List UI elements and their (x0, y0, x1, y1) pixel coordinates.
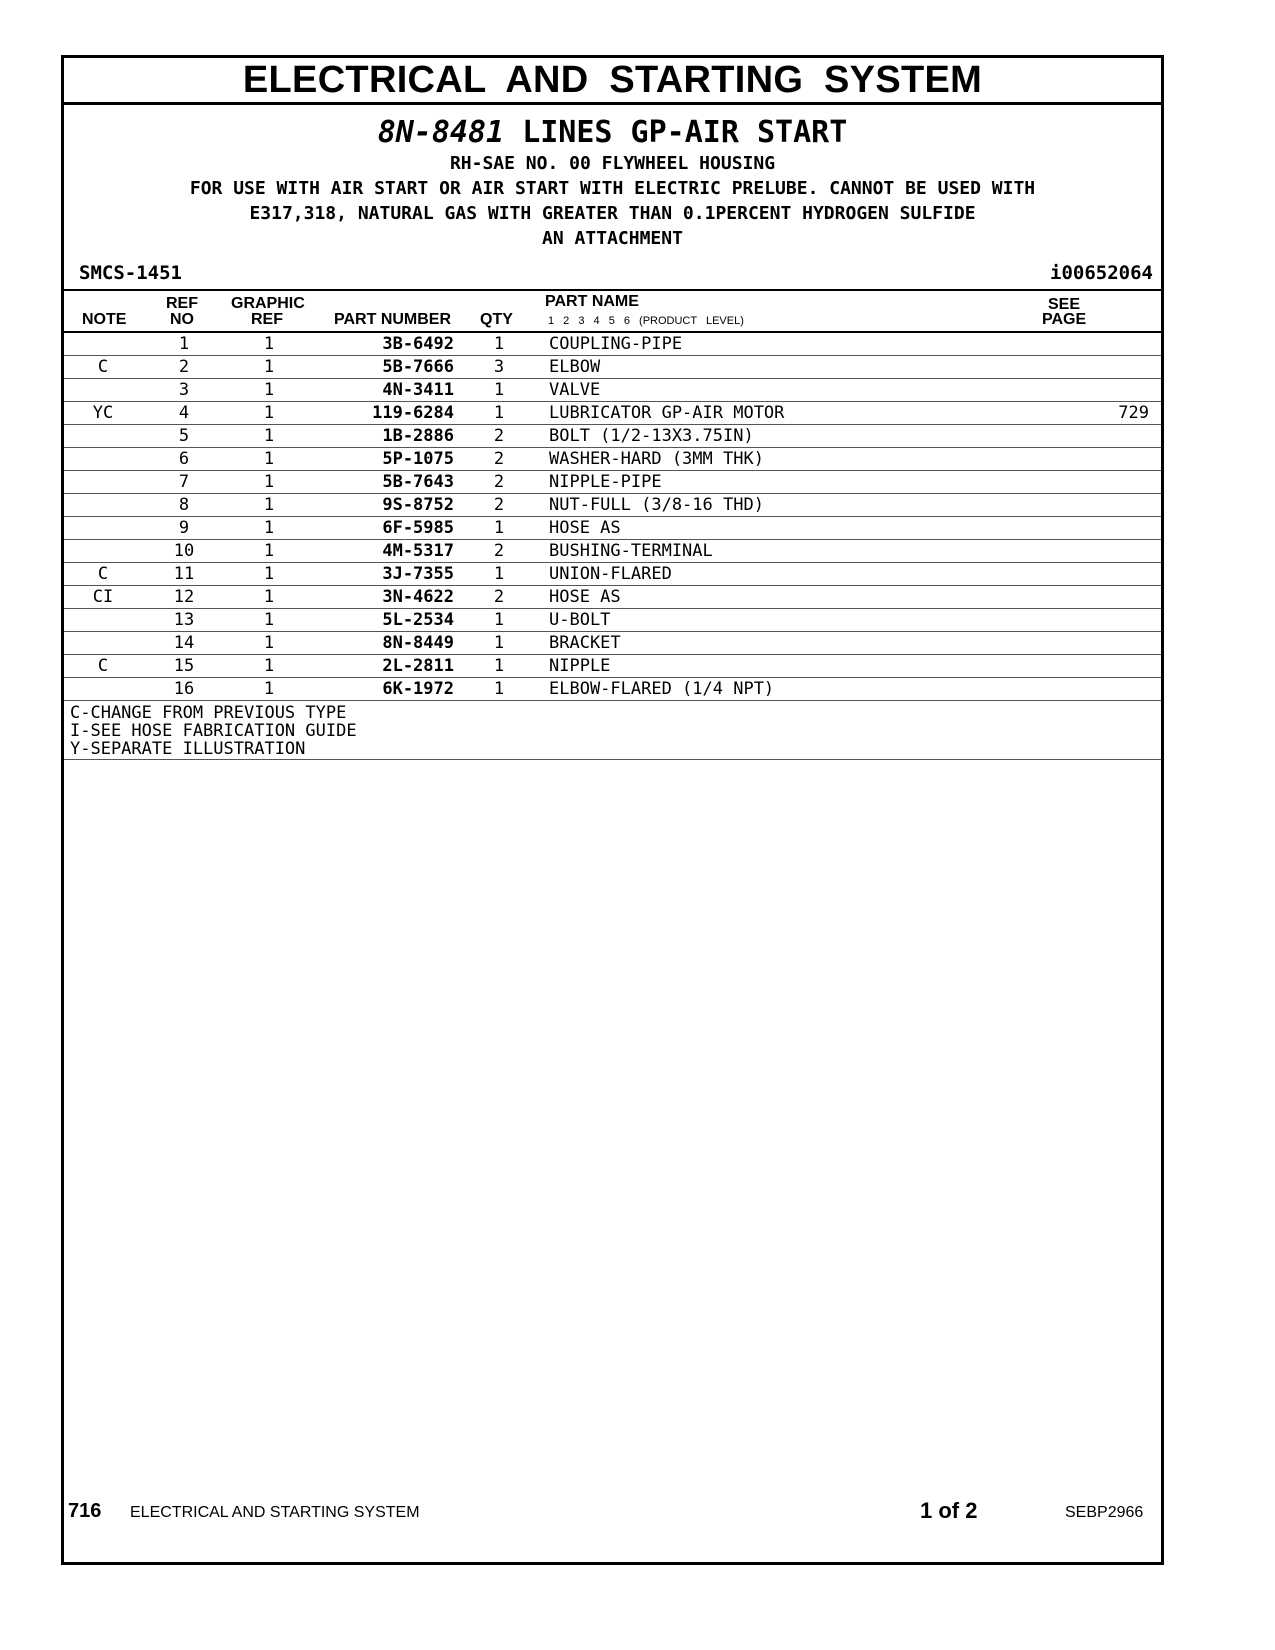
col-see-bottom: PAGE (1042, 311, 1087, 328)
row-qty: 3 (493, 357, 505, 377)
row-qty: 1 (493, 633, 505, 653)
row-part-name: NUT-FULL (3/8-16 THD) (549, 495, 764, 515)
table-row (64, 678, 1161, 701)
row-qty: 1 (493, 656, 505, 676)
row-qty: 2 (493, 449, 505, 469)
row-graphic-ref: 1 (263, 656, 275, 676)
col-graphic-bottom: REF (251, 311, 283, 328)
row-part-number: 5L-2534 (382, 610, 454, 630)
row-part-number: 3N-4622 (382, 587, 454, 607)
footer-page-number: 716 (68, 1500, 102, 1522)
row-part-number: 3J-7355 (382, 564, 454, 584)
page-footer (0, 1500, 1275, 1540)
row-qty: 1 (493, 610, 505, 630)
table-row (64, 655, 1161, 678)
row-part-name: HOSE AS (549, 587, 621, 607)
row-qty: 2 (493, 587, 505, 607)
row-part-name: WASHER-HARD (3MM THK) (549, 449, 764, 469)
row-ref-no: 2 (178, 357, 190, 377)
row-part-number: 4N-3411 (382, 380, 454, 400)
row-note: C (97, 564, 109, 584)
row-ref-no: 1 (178, 334, 190, 354)
row-graphic-ref: 1 (263, 334, 275, 354)
note-y: Y-SEPARATE ILLUSTRATION (70, 739, 306, 759)
row-graphic-ref: 1 (263, 449, 275, 469)
table-row (64, 471, 1161, 494)
row-qty: 2 (493, 541, 505, 561)
note-i: I-SEE HOSE FABRICATION GUIDE (70, 721, 357, 741)
row-part-name: HOSE AS (549, 518, 621, 538)
table-row (64, 632, 1161, 655)
row-part-name: BUSHING-TERMINAL (549, 541, 713, 561)
row-qty: 2 (493, 472, 505, 492)
table-row (64, 356, 1161, 379)
row-note: C (97, 357, 109, 377)
table-row (64, 540, 1161, 563)
table-row (64, 563, 1161, 586)
row-qty: 2 (493, 495, 505, 515)
row-ref-no: 5 (178, 426, 190, 446)
row-part-number: 9S-8752 (382, 495, 454, 515)
col-note: NOTE (82, 311, 127, 328)
row-graphic-ref: 1 (263, 541, 275, 561)
col-part-number: PART NUMBER (334, 311, 452, 328)
table-row (64, 517, 1161, 540)
row-ref-no: 6 (178, 449, 190, 469)
description-line-3: E317,318, NATURAL GAS WITH GREATER THAN 0.1PERCENT HYDROGEN SULFIDE (249, 203, 976, 224)
row-part-name: U-BOLT (549, 610, 611, 630)
table-row (64, 425, 1161, 448)
col-qty: QTY (480, 311, 513, 328)
row-part-name: UNION-FLARED (549, 564, 672, 584)
col-graphic-top: GRAPHIC (231, 295, 305, 312)
row-graphic-ref: 1 (263, 518, 275, 538)
row-part-name: ELBOW-FLARED (1/4 NPT) (549, 679, 775, 699)
row-ref-no: 3 (178, 380, 190, 400)
row-qty: 1 (493, 380, 505, 400)
row-ref-no: 11 (173, 564, 195, 584)
group-name: LINES GP-AIR START (522, 115, 848, 150)
row-graphic-ref: 1 (263, 610, 275, 630)
row-part-name: NIPPLE (549, 656, 611, 676)
row-part-name: NIPPLE-PIPE (549, 472, 662, 492)
row-graphic-ref: 1 (263, 495, 275, 515)
row-qty: 2 (493, 426, 505, 446)
row-note: CI (92, 587, 114, 607)
row-part-number: 1B-2886 (382, 426, 454, 446)
smcs-row (64, 259, 1161, 291)
parts-page-frame (61, 55, 1164, 1565)
row-ref-no: 8 (178, 495, 190, 515)
row-part-name: BRACKET (549, 633, 621, 653)
row-graphic-ref: 1 (263, 357, 275, 377)
row-part-number: 2L-2811 (382, 656, 454, 676)
col-ref-bottom: NO (170, 311, 194, 328)
row-ref-no: 16 (173, 679, 195, 699)
row-graphic-ref: 1 (263, 380, 275, 400)
row-graphic-ref: 1 (263, 426, 275, 446)
row-graphic-ref: 1 (263, 472, 275, 492)
row-ref-no: 4 (178, 403, 190, 423)
row-part-name: BOLT (1/2-13X3.75IN) (549, 426, 754, 446)
parts-table-body (64, 333, 1161, 701)
footer-section: ELECTRICAL AND STARTING SYSTEM (130, 1504, 420, 1521)
row-see-page: 729 (1118, 403, 1149, 423)
footer-document-id: SEBP2966 (1065, 1504, 1144, 1521)
row-qty: 1 (493, 403, 505, 423)
notes-legend (64, 701, 1161, 760)
row-ref-no: 7 (178, 472, 190, 492)
table-row (64, 333, 1161, 356)
section-title: ELECTRICAL AND STARTING SYSTEM (64, 58, 1161, 105)
row-ref-no: 13 (173, 610, 195, 630)
description-line-1: RH-SAE NO. 00 FLYWHEEL HOUSING (449, 153, 776, 174)
footer-sheet: 1 of 2 (920, 1498, 978, 1523)
row-part-number: 119-6284 (372, 403, 454, 423)
row-part-number: 5B-7643 (382, 472, 454, 492)
row-part-number: 4M-5317 (382, 541, 454, 561)
table-header (64, 291, 1161, 333)
row-graphic-ref: 1 (263, 403, 275, 423)
group-part-number: 8N-8481 (377, 115, 505, 150)
col-ref-top: REF (166, 295, 198, 312)
note-c: C-CHANGE FROM PREVIOUS TYPE (70, 703, 347, 723)
row-note: C (97, 656, 109, 676)
group-title (64, 115, 1161, 151)
row-part-number: 5B-7666 (382, 357, 454, 377)
smcs-code: SMCS-1451 (79, 262, 182, 284)
row-part-number: 3B-6492 (382, 334, 454, 354)
row-ref-no: 15 (173, 656, 195, 676)
illustration-id: i00652064 (1050, 262, 1153, 284)
row-part-name: COUPLING-PIPE (549, 334, 683, 354)
row-graphic-ref: 1 (263, 633, 275, 653)
row-part-name: LUBRICATOR GP-AIR MOTOR (549, 403, 785, 423)
col-see-top: SEE (1048, 296, 1081, 313)
table-row (64, 402, 1161, 425)
row-part-name: ELBOW (549, 357, 601, 377)
col-part-name: PART NAME (545, 293, 639, 310)
row-note: YC (92, 403, 114, 423)
row-graphic-ref: 1 (263, 679, 275, 699)
description-line-2: FOR USE WITH AIR START OR AIR START WITH ELECTRIC PRELUBE. CANNOT BE USED WITH (189, 178, 1036, 199)
table-row (64, 609, 1161, 632)
row-qty: 1 (493, 679, 505, 699)
row-part-number: 6F-5985 (382, 518, 454, 538)
row-part-name: VALVE (549, 380, 601, 400)
table-row (64, 379, 1161, 402)
table-row (64, 494, 1161, 517)
row-ref-no: 10 (173, 541, 195, 561)
row-qty: 1 (493, 334, 505, 354)
row-ref-no: 9 (178, 518, 190, 538)
row-graphic-ref: 1 (263, 564, 275, 584)
row-part-number: 5P-1075 (382, 449, 454, 469)
description-line-4: AN ATTACHMENT (542, 228, 683, 249)
table-row (64, 448, 1161, 471)
row-qty: 1 (493, 564, 505, 584)
row-ref-no: 12 (173, 587, 195, 607)
table-row (64, 586, 1161, 609)
row-part-number: 8N-8449 (382, 633, 454, 653)
row-part-number: 6K-1972 (382, 679, 454, 699)
col-product-levels: 1 2 3 4 5 6 (PRODUCT LEVEL) (548, 315, 744, 327)
row-ref-no: 14 (173, 633, 195, 653)
row-graphic-ref: 1 (263, 587, 275, 607)
row-qty: 1 (493, 518, 505, 538)
